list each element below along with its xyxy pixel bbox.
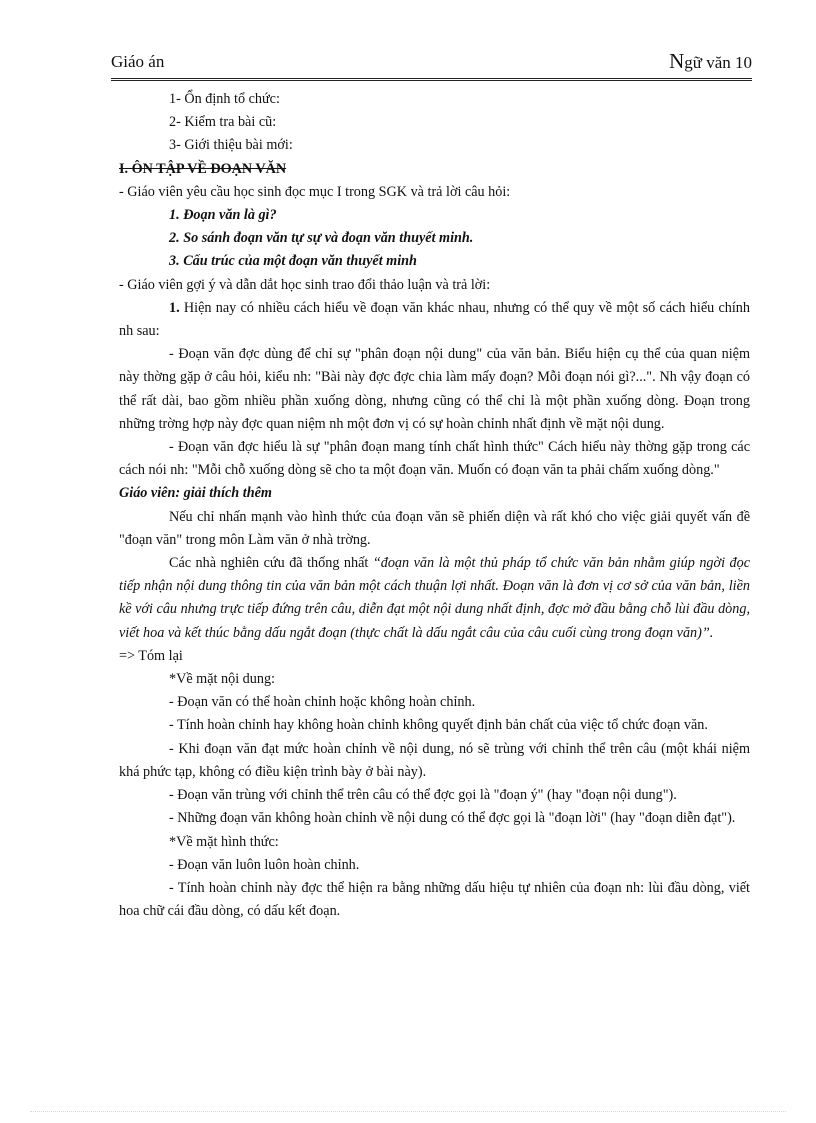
header-right-initial: N <box>669 49 685 73</box>
content-point-1: - Đoạn văn có thể hoàn chỉnh hoặc không hoàn chỉnh. <box>169 694 476 711</box>
paragraph-1 <box>119 297 750 343</box>
header-left-title: Giáo án <box>111 52 165 71</box>
paragraph-1-text: Hiện nay có nhiều cách hiểu về đoạn văn khác nhau, nhưng có thể quy về một số cách hiểu chính nh sau: <box>119 299 750 340</box>
document-body <box>119 88 750 923</box>
paragraph-1-number: 1. <box>169 299 180 316</box>
summary-line: => Tóm lại <box>119 647 183 664</box>
question-2: 2. So sánh đoạn văn tự sự và đoạn văn thuyết minh. <box>169 230 474 247</box>
page-header <box>111 44 752 81</box>
paragraph-3: - Đoạn văn đợc hiểu là sự "phân đoạn mang tính chất hình thức" Cách hiểu này thờng gặp trong các cách nói nh: "Mỗi chỗ xuống dòng sẽ cho ta một đoạn văn. Muốn có đoạn văn ta phải chấm xuống dòng." <box>119 439 750 479</box>
step-1: 1- Ổn định tổ chức: <box>169 91 280 107</box>
intro-line: - Giáo viên yêu cầu học sinh đọc mục I trong SGK và trả lời câu hỏi: <box>119 183 511 200</box>
form-heading: *Về mặt hình thức: <box>169 833 279 850</box>
content-point-3: - Khi đoạn văn đạt mức hoàn chỉnh về nội dung, nó sẽ trùng với chỉnh thể trên câu (một khái niệm khá phức tạp, không có điều kiện trình bày ở bài này). <box>119 740 750 780</box>
section-heading: I. ÔN TẬP VỀ ĐOẠN VĂN <box>119 160 287 177</box>
guide-line: - Giáo viên gợi ý và dẫn dắt học sinh trao đổi thảo luận và trả lời: <box>119 276 491 293</box>
paragraph-5-quote: “đoạn văn là một thủ pháp tổ chức văn bản nhằm giúp ngời đọc tiếp nhận nội dung thông tin của văn bản một cách thuận lợi nhất. Đoạn văn là đơn vị cơ sở của văn bản, liền kề với câu nhưng trực tiếp đứng trên câu, diễn đạt một nội dung nhất định, đợc mở đầu bằng chỗ lùi đầu dòng, viết hoa và kết thúc bằng dấu ngắt đoạn (thực chất là dấu ngắt câu của câu cuối cùng trong đoạn văn)”. <box>119 555 751 641</box>
header-right-title <box>669 49 752 74</box>
content-point-4: - Đoạn văn trùng với chỉnh thể trên câu có thể đợc gọi là "đoạn ý" (hay "đoạn nội dung"). <box>169 787 677 804</box>
question-1: 1. Đoạn văn là gì? <box>169 207 277 224</box>
header-right-rest: gữ văn 10 <box>684 53 752 72</box>
step-2: 2- Kiểm tra bài cũ: <box>169 114 277 131</box>
paragraph-5 <box>119 552 750 645</box>
form-point-1: - Đoạn văn luôn luôn hoàn chỉnh. <box>169 856 360 873</box>
page-bottom-divider <box>30 1111 786 1112</box>
paragraph-4: Nếu chỉ nhấn mạnh vào hình thức của đoạn văn sẽ phiến diện và rất khó cho việc giải quyết vấn đề "đoạn văn" trong môn Làm văn ở nhà trờng. <box>119 508 750 548</box>
step-3: 3- Giới thiệu bài mới: <box>169 137 293 154</box>
content-heading: *Về mặt nội dung: <box>169 671 275 688</box>
content-point-5: - Những đoạn văn không hoàn chỉnh về nội dung có thể đợc gọi là "đoạn lời" (hay "đoạn diễn đạt"). <box>169 810 736 827</box>
question-3: 3. Cấu trúc của một đoạn văn thuyết minh <box>169 253 417 270</box>
form-point-2: - Tính hoàn chỉnh này đợc thể hiện ra bằng những dấu hiệu tự nhiên của đoạn nh: lùi đầu dòng, viết hoa chữ cái đầu dòng, có dấu kết đoạn. <box>119 879 750 920</box>
teacher-heading: Giáo viên: giải thích thêm <box>119 485 272 502</box>
paragraph-5-plain: Các nhà nghiên cứu đã thống nhất <box>169 555 373 572</box>
content-point-2: - Tính hoàn chỉnh hay không hoàn chỉnh không quyết định bản chất của việc tổ chức đoạn văn. <box>169 717 708 734</box>
paragraph-2: - Đoạn văn đợc dùng để chỉ sự "phân đoạn nội dung" của văn bản. Biểu hiện cụ thể của quan niệm này thờng gặp ở câu hỏi, kiểu nh: "Bài này đợc đợc chia làm mấy đoạn? Mỗi đoạn nói gì?...". Nh vậy đoạn có thể rất dài, bao gồm nhiều phần xuống dòng, nhưng cũng có thể chỉ là một phần xuống dòng. Đoạn trong những trờng hợp này đợc quan niệm nh một đơn vị có sự hoàn chỉnh nhất định về mặt nội dung. <box>119 346 750 432</box>
